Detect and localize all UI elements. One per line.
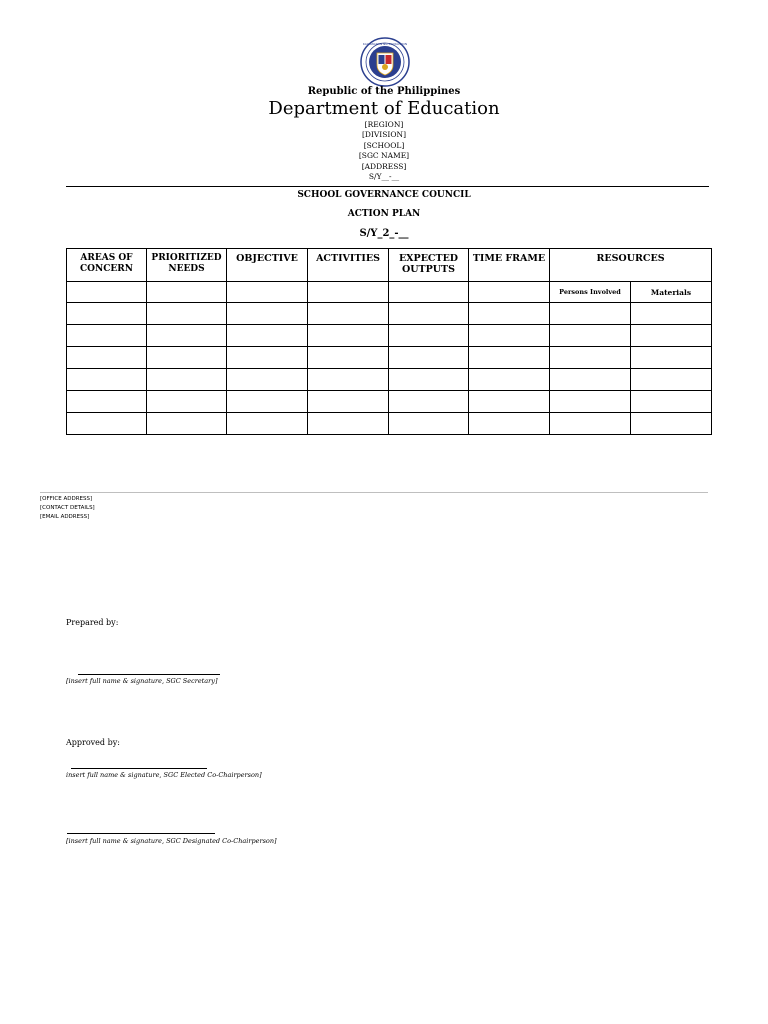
table-cell[interactable] bbox=[308, 369, 389, 391]
table-cell[interactable] bbox=[389, 325, 469, 347]
approved-by-label: Approved by: bbox=[66, 738, 120, 747]
table-cell[interactable] bbox=[550, 369, 631, 391]
col-resources: RESOURCES bbox=[550, 249, 712, 282]
table-cell[interactable] bbox=[227, 347, 308, 369]
table-cell[interactable] bbox=[550, 325, 631, 347]
table-cell[interactable] bbox=[308, 282, 389, 303]
table-cell[interactable] bbox=[67, 391, 147, 413]
table-cell[interactable] bbox=[308, 413, 389, 435]
table-row bbox=[67, 369, 712, 391]
table-cell[interactable] bbox=[227, 325, 308, 347]
designated-signature-caption: [insert full name & signature, SGC Designated Co-Chairperson] bbox=[66, 837, 277, 845]
table-cell[interactable] bbox=[469, 325, 550, 347]
table-cell[interactable] bbox=[631, 303, 712, 325]
deped-seal-logo bbox=[360, 37, 410, 87]
table-row bbox=[67, 303, 712, 325]
table-cell[interactable] bbox=[389, 391, 469, 413]
table-cell[interactable] bbox=[67, 413, 147, 435]
table-cell[interactable] bbox=[67, 325, 147, 347]
table-cell[interactable] bbox=[227, 282, 308, 303]
col-objective: OBJECTIVE bbox=[227, 249, 308, 282]
footer-divider bbox=[40, 492, 708, 493]
division-line: [DIVISION] bbox=[361, 130, 407, 140]
secretary-signature-caption: [insert full name & signature, SGC Secretary] bbox=[66, 677, 218, 685]
col-time-frame: TIME FRAME bbox=[469, 249, 550, 282]
table-cell[interactable] bbox=[550, 303, 631, 325]
action-plan-table bbox=[66, 248, 712, 435]
seal-text: KAGAWARAN NG EDUKASYON bbox=[362, 42, 408, 46]
table-cell[interactable] bbox=[147, 325, 227, 347]
action-plan-title: ACTION PLAN bbox=[347, 209, 421, 219]
council-title: SCHOOL GOVERNANCE COUNCIL bbox=[297, 190, 471, 200]
table-cell[interactable] bbox=[631, 413, 712, 435]
header-placeholders bbox=[0, 120, 768, 182]
col-persons-involved: Persons Involved bbox=[550, 282, 631, 303]
table-row bbox=[67, 347, 712, 369]
header-divider bbox=[66, 186, 709, 187]
school-year-line: S/Y__-__ bbox=[368, 172, 400, 182]
table-cell[interactable] bbox=[227, 303, 308, 325]
table-cell[interactable] bbox=[469, 303, 550, 325]
prepared-by-label: Prepared by: bbox=[66, 618, 119, 627]
republic-heading: Republic of the Philippines bbox=[307, 86, 461, 97]
address-line: [ADDRESS] bbox=[361, 161, 407, 171]
table-cell[interactable] bbox=[631, 325, 712, 347]
table-cell[interactable] bbox=[469, 413, 550, 435]
table-cell[interactable] bbox=[308, 391, 389, 413]
col-expected-outputs: EXPECTED OUTPUTS bbox=[389, 249, 469, 282]
footer-contact bbox=[40, 495, 95, 522]
table-cell[interactable] bbox=[308, 347, 389, 369]
table-cell[interactable] bbox=[389, 303, 469, 325]
email-address: [EMAIL ADDRESS] bbox=[40, 514, 90, 520]
elected-signature-caption: insert full name & signature, SGC Elected Co-Chairperson] bbox=[66, 771, 262, 779]
table-cell[interactable] bbox=[147, 369, 227, 391]
table-cell[interactable] bbox=[67, 369, 147, 391]
table-cell[interactable] bbox=[147, 413, 227, 435]
table-cell[interactable] bbox=[308, 303, 389, 325]
designated-signature-line bbox=[67, 833, 215, 834]
secretary-signature-line bbox=[78, 674, 220, 675]
col-materials: Materials bbox=[631, 282, 712, 303]
col-activities: ACTIVITIES bbox=[308, 249, 389, 282]
table-cell[interactable] bbox=[469, 282, 550, 303]
table-header-row bbox=[67, 249, 712, 282]
table-cell[interactable] bbox=[550, 413, 631, 435]
table-cell[interactable] bbox=[147, 282, 227, 303]
table-cell[interactable] bbox=[550, 347, 631, 369]
table-cell[interactable] bbox=[308, 325, 389, 347]
table-row bbox=[67, 325, 712, 347]
elected-signature-line bbox=[71, 768, 207, 769]
table-cell[interactable] bbox=[147, 391, 227, 413]
table-cell[interactable] bbox=[631, 391, 712, 413]
table-cell[interactable] bbox=[631, 369, 712, 391]
table-cell[interactable] bbox=[389, 347, 469, 369]
sgc-name-line: [SGC NAME] bbox=[358, 151, 410, 161]
table-cell[interactable] bbox=[227, 391, 308, 413]
table-row bbox=[67, 391, 712, 413]
col-areas-of-concern: AREAS OF CONCERN bbox=[67, 249, 147, 282]
school-line: [SCHOOL] bbox=[363, 140, 405, 150]
table-cell[interactable] bbox=[227, 369, 308, 391]
table-row bbox=[67, 413, 712, 435]
table-cell[interactable] bbox=[67, 303, 147, 325]
table-cell[interactable] bbox=[67, 282, 147, 303]
region-line: [REGION] bbox=[364, 120, 404, 129]
contact-details: [CONTACT DETAILS] bbox=[40, 505, 95, 511]
office-address: [OFFICE ADDRESS] bbox=[40, 496, 93, 502]
table-cell[interactable] bbox=[631, 347, 712, 369]
table-subheader-row bbox=[67, 282, 712, 303]
table-cell[interactable] bbox=[469, 369, 550, 391]
table-cell[interactable] bbox=[389, 369, 469, 391]
table-cell[interactable] bbox=[147, 347, 227, 369]
table-cell[interactable] bbox=[227, 413, 308, 435]
table-cell[interactable] bbox=[147, 303, 227, 325]
table-cell[interactable] bbox=[389, 282, 469, 303]
col-prioritized-needs: PRIORITIZED NEEDS bbox=[147, 249, 227, 282]
table-cell[interactable] bbox=[389, 413, 469, 435]
department-heading: Department of Education bbox=[268, 98, 500, 119]
table-cell[interactable] bbox=[67, 347, 147, 369]
school-year-title: S/Y_2_-__ bbox=[359, 228, 409, 239]
table-cell[interactable] bbox=[469, 347, 550, 369]
table-cell[interactable] bbox=[469, 391, 550, 413]
table-cell[interactable] bbox=[550, 391, 631, 413]
